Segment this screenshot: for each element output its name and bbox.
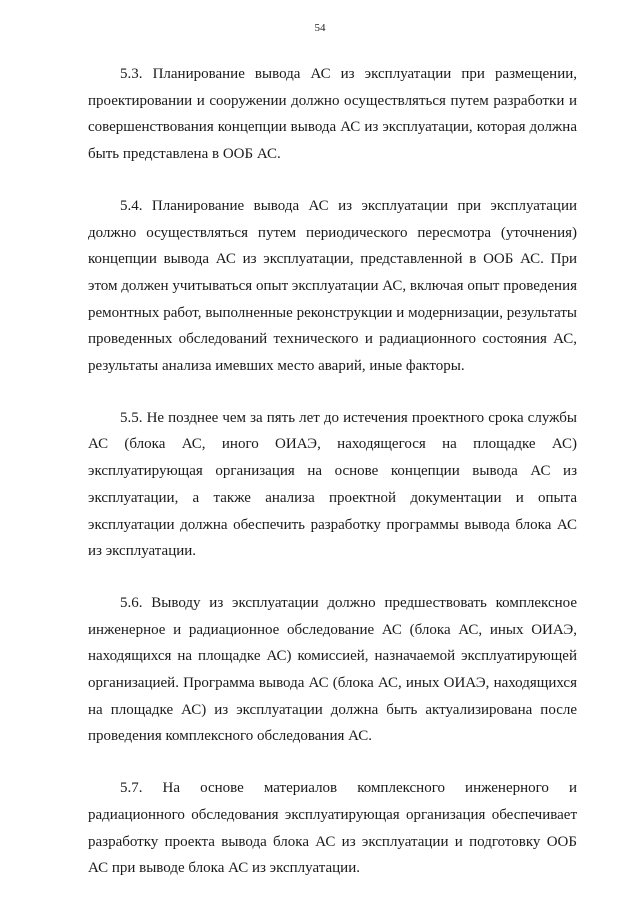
paragraph-5-5: 5.5. Не позднее чем за пять лет до истечения проектного срока службы АС (блока АС, иного ОИАЭ, находящегося на площадке АС) эксплуатирующая организация на основе концепции вывода АС из эксплуатации, а также анализа проектной документации и опыта эксплуатации должна обеспечить разработку программы вывода блока АС из эксплуатации. — [88, 409, 577, 560]
paragraph-5-6: 5.6. Выводу из эксплуатации должно предшествовать комплексное инженерное и радиационное обследование АС (блока АС, иных ОИАЭ, находящихся на площадке АС) комиссией, назначаемой эксплуатирующей организацией. Программа вывода АС (блока АС, иных ОИАЭ, находящихся на площадке АС) из эксплуатации должна быть актуализирована после проведения комплексного обследования АС. — [88, 594, 577, 745]
paragraph-5-3: 5.3. Планирование вывода АС из эксплуатации при размещении, проектировании и сооружении должно осуществляться путем разработки и совершенствования концепции вывода АС из эксплуатации, которая должна быть представлена в ООБ АС. — [88, 66, 577, 163]
paragraph-5-7: 5.7. На основе материалов комплексного инженерного и радиационного обследования эксплуатирующая организация обеспечивает разработку проекта вывода блока АС из эксплуатации и подготовку ООБ АС при выводе блока АС из эксплуатации. — [88, 780, 577, 877]
document-body — [88, 61, 577, 907]
page-number: 54 — [314, 22, 326, 34]
paragraph-5-4: 5.4. Планирование вывода АС из эксплуатации при эксплуатации должно осуществляться путем периодического пересмотра (уточнения) концепции вывода АС из эксплуатации, представленной в ООБ АС. При этом должен учитываться опыт эксплуатации АС, включая опыт проведения ремонтных работ, выполненные реконструкции и модернизации, результаты проведенных обследований технического и радиационного состояния АС, результаты анализа имевших место аварий, иные факторы. — [88, 197, 577, 375]
